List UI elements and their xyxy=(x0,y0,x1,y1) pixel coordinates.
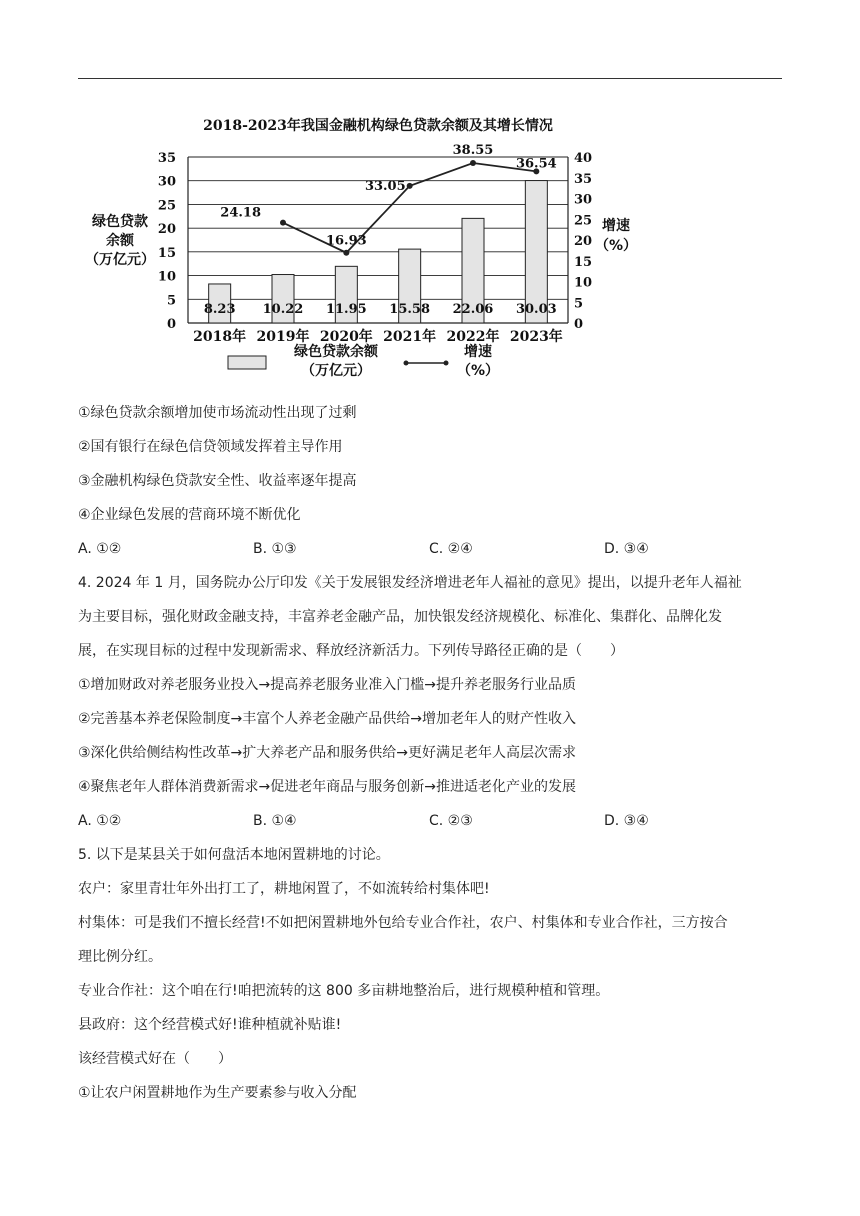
y2-axis-label-line-1: 增速 xyxy=(602,218,630,234)
y2-tick-label-5: 5 xyxy=(574,296,584,312)
header-rule xyxy=(78,78,782,79)
q3-item-1: ①绿色贷款余额增加使市场流动性出现了过剩 xyxy=(78,405,357,421)
q5-dialogue-coop: 专业合作社：这个咱在行!咱把流转的这 800 多亩耕地整治后，进行规模种植和管理。 xyxy=(78,983,610,999)
y2-tick-label-0: 0 xyxy=(574,317,584,332)
growth-rate-line xyxy=(283,163,536,253)
q4-stem-line-3: 展，在实现目标的过程中发现新需求、释放经济新活力。下列传导路径正确的是（ ） xyxy=(78,643,624,659)
bar-value-label-2020年: 11.95 xyxy=(325,302,367,317)
legend-line-label-line-2: （%） xyxy=(456,363,500,379)
growth-point-2020年 xyxy=(343,250,349,256)
q3-option-c[interactable]: C. ②④ xyxy=(429,541,473,557)
y-axis-label-line-2: 余额 xyxy=(106,233,134,249)
legend-line-dot-left xyxy=(404,361,409,366)
q5-dialogue-government: 县政府：这个经营模式好!谁种植就补贴谁! xyxy=(78,1017,342,1033)
q4-item-3: ③深化供给侧结构性改革→扩大养老产品和服务供给→更好满足老年人高层次需求 xyxy=(78,745,577,761)
q4-option-a[interactable]: A. ①② xyxy=(78,813,122,829)
q5-dialogue-farmer: 农户：家里青壮年外出打工了，耕地闲置了，不如流转给村集体吧! xyxy=(78,881,490,897)
growth-point-2019年 xyxy=(280,220,286,226)
growth-value-label-2022年: 38.55 xyxy=(452,143,494,159)
q4-item-1: ①增加财政对养老服务业投入→提高养老服务业准入门槛→提升养老服务行业品质 xyxy=(78,677,577,693)
q4-option-c[interactable]: C. ②③ xyxy=(429,813,473,829)
y-tick-label-0: 0 xyxy=(166,317,176,332)
q4-item-4: ④聚焦老年人群体消费新需求→促进老年商品与服务创新→推进适老化产业的发展 xyxy=(78,779,577,795)
bar-value-label-2022年: 22.06 xyxy=(452,302,494,317)
x-tick-label-2020年: 2020年 xyxy=(319,329,373,345)
growth-value-label-2019年: 24.18 xyxy=(220,205,261,221)
y2-tick-label-15: 15 xyxy=(574,254,593,270)
legend-bar-label-line-1: 绿色贷款余额 xyxy=(294,344,378,360)
y2-tick-label-10: 10 xyxy=(574,275,593,291)
q3-item-3: ③金融机构绿色贷款安全性、收益率逐年提高 xyxy=(78,473,357,489)
y2-axis-label-line-2: （%） xyxy=(594,238,638,254)
x-tick-label-2018年: 2018年 xyxy=(193,329,247,345)
y2-tick-label-20: 20 xyxy=(574,234,593,249)
q3-option-b[interactable]: B. ①③ xyxy=(253,541,297,557)
y-tick-label-30: 30 xyxy=(157,174,176,190)
y-axis-label-line-1: 绿色贷款 xyxy=(92,214,148,230)
bar-value-label-2018年: 8.23 xyxy=(203,302,236,317)
q4-option-b[interactable]: B. ①④ xyxy=(253,813,297,829)
growth-value-label-2023年: 36.54 xyxy=(515,156,557,172)
y-tick-label-25: 25 xyxy=(157,198,176,214)
growth-point-2022年 xyxy=(470,160,476,166)
x-tick-label-2021年: 2021年 xyxy=(383,329,437,345)
q4-item-2: ②完善基本养老保险制度→丰富个人养老金融产品供给→增加老年人的财产性收入 xyxy=(78,711,577,727)
q5-item-1: ①让农户闲置耕地作为生产要素参与收入分配 xyxy=(78,1085,357,1101)
legend-line-dot-right xyxy=(444,361,449,366)
x-tick-label-2019年: 2019年 xyxy=(256,329,310,345)
y2-tick-label-35: 35 xyxy=(574,171,593,187)
q3-option-a[interactable]: A. ①② xyxy=(78,541,122,557)
bar-value-label-2019年: 10.22 xyxy=(262,302,304,317)
y-tick-label-35: 35 xyxy=(157,151,176,166)
q3-item-2: ②国有银行在绿色信贷领域发挥着主导作用 xyxy=(78,439,343,455)
q5-question: 该经营模式好在（ ） xyxy=(78,1051,232,1067)
q4-stem-line-1: 4. 2024 年 1 月，国务院办公厅印发《关于发展银发经济增进老年人福祉的意见》提出，以提升老年人福祉 xyxy=(78,575,742,591)
y-tick-label-15: 15 xyxy=(157,245,176,261)
chart-svg xyxy=(78,108,638,388)
q4-stem-line-2: 为主要目标，强化财政金融支持，丰富养老金融产品，加快银发经济规模化、标准化、集群化、品牌化发 xyxy=(78,609,722,625)
y-tick-label-5: 5 xyxy=(166,293,176,309)
legend-bar-label-line-2: （万亿元） xyxy=(301,363,371,379)
y2-tick-label-30: 30 xyxy=(574,192,593,208)
y-axis-label-line-3: （万亿元） xyxy=(85,252,155,268)
x-tick-label-2023年: 2023年 xyxy=(509,329,563,345)
q3-item-4: ④企业绿色发展的营商环境不断优化 xyxy=(78,507,301,523)
q5-dialogue-village-1: 村集体：可是我们不擅长经营!不如把闲置耕地外包给专业合作社，农户、村集体和专业合作社，三方按合 xyxy=(78,915,728,931)
y2-tick-label-25: 25 xyxy=(574,213,593,229)
legend-line-label-line-1: 增速 xyxy=(464,344,492,360)
q3-option-d[interactable]: D. ③④ xyxy=(604,541,649,557)
growth-value-label-2020年: 16.93 xyxy=(325,233,367,249)
y-tick-label-10: 10 xyxy=(157,269,176,285)
growth-value-label-2021年: 33.05 xyxy=(364,178,406,194)
q5-stem: 5. 以下是某县关于如何盘活本地闲置耕地的讨论。 xyxy=(78,847,390,863)
q4-option-d[interactable]: D. ③④ xyxy=(604,813,649,829)
y2-tick-label-40: 40 xyxy=(574,151,593,166)
y-tick-label-20: 20 xyxy=(157,222,176,238)
growth-point-2021年 xyxy=(407,183,413,189)
bar-value-label-2021年: 15.58 xyxy=(389,302,431,317)
green-loan-chart xyxy=(78,108,638,388)
q5-dialogue-village-2: 理比例分红。 xyxy=(78,949,162,965)
chart-title: 2018-2023年我国金融机构绿色贷款余额及其增长情况 xyxy=(203,118,553,134)
bar-value-label-2023年: 30.03 xyxy=(515,302,557,317)
x-tick-label-2022年: 2022年 xyxy=(446,329,500,345)
legend-bar-swatch xyxy=(228,356,266,369)
